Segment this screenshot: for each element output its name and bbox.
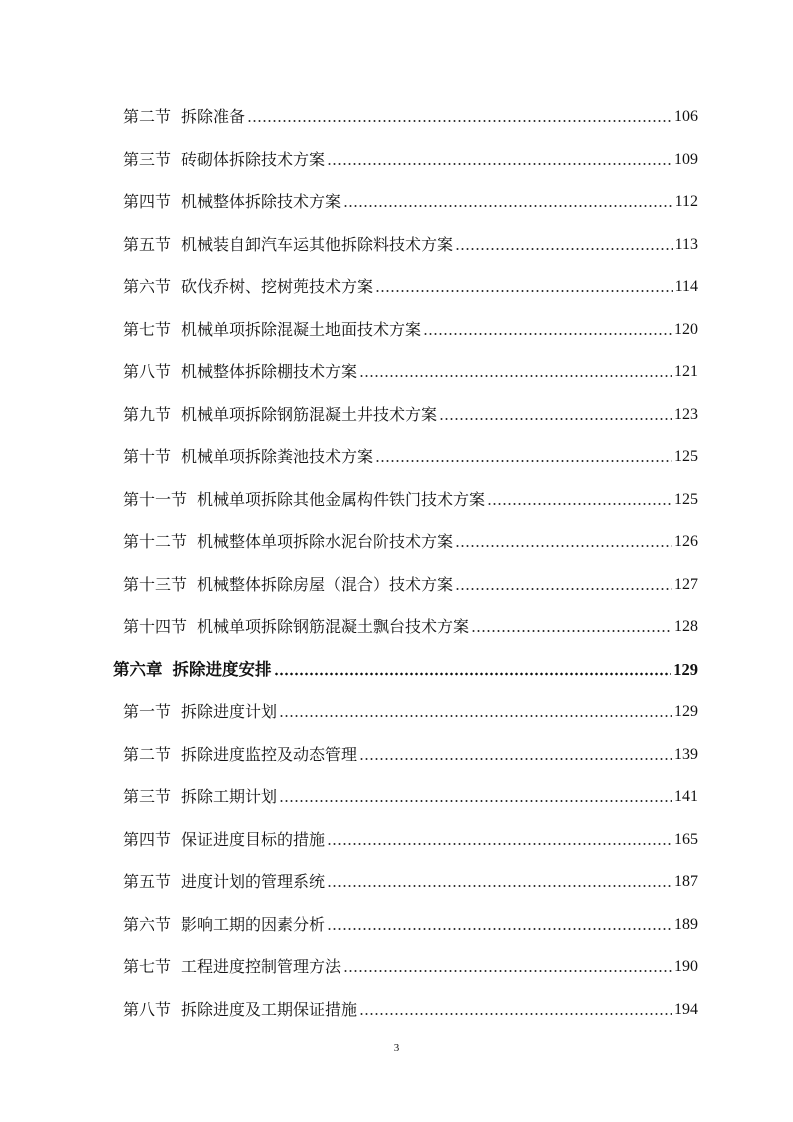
toc-entry[interactable] — [123, 696, 698, 722]
toc-entry-page: 128 — [674, 618, 698, 635]
toc-entry-title: 机械整体拆除技术方案 — [181, 192, 342, 211]
toc-entry-title: 拆除进度监控及动态管理 — [181, 745, 358, 764]
toc-entry-label: 第一节 — [123, 702, 172, 721]
toc-entry-label: 第三节 — [123, 150, 172, 169]
toc-entry[interactable] — [123, 186, 698, 212]
toc-entry[interactable] — [123, 229, 698, 255]
toc-entry-page: 106 — [674, 108, 698, 125]
toc-dot-leader — [375, 289, 673, 293]
toc-entry[interactable] — [123, 824, 698, 850]
toc-entry-page: 139 — [674, 746, 698, 763]
toc-entry[interactable] — [123, 356, 698, 382]
toc-entry-label: 第二节 — [123, 745, 172, 764]
toc-entry-page: 120 — [674, 321, 698, 338]
toc-dot-leader — [279, 799, 672, 803]
toc-entry-page: 165 — [674, 831, 698, 848]
toc-entry-page: 121 — [674, 363, 698, 380]
toc-entry-page: 194 — [674, 1001, 698, 1018]
toc-dot-leader — [455, 544, 672, 548]
toc-entry-page: 141 — [674, 788, 698, 805]
toc-entry-title: 工程进度控制管理方法 — [181, 957, 342, 976]
toc-entry-label: 第六节 — [123, 915, 172, 934]
toc-dot-leader — [343, 204, 673, 208]
toc-entry-title: 机械整体拆除房屋（混合）技术方案 — [197, 575, 454, 594]
toc-entry-label: 第六章 — [113, 660, 163, 679]
toc-entry[interactable] — [123, 101, 698, 127]
toc-entry-page: 129 — [674, 703, 698, 720]
toc-entry-title: 机械单项拆除混凝土地面技术方案 — [181, 320, 422, 339]
toc-entry-label: 第六节 — [123, 277, 172, 296]
toc-entry-title: 机械单项拆除钢筋混凝土飘台技术方案 — [197, 617, 470, 636]
toc-entry-title: 拆除准备 — [181, 107, 246, 126]
toc-dot-leader — [327, 842, 672, 846]
toc-entry[interactable] — [123, 611, 698, 637]
page-number: 3 — [393, 1042, 400, 1054]
toc-entry-page: 127 — [674, 576, 698, 593]
toc-entry-label: 第十四节 — [123, 617, 188, 636]
toc-entry[interactable] — [123, 909, 698, 935]
toc-dot-leader — [247, 119, 672, 123]
toc-entry-title: 机械单项拆除粪池技术方案 — [181, 447, 374, 466]
toc-entry-page: 113 — [674, 236, 698, 253]
toc-entry-title: 机械单项拆除其他金属构件铁门技术方案 — [197, 490, 486, 509]
toc-entry[interactable] — [123, 441, 698, 467]
toc-entry-title: 机械装自卸汽车运其他拆除料技术方案 — [181, 235, 454, 254]
toc-entry-label: 第八节 — [123, 1000, 172, 1019]
toc-entry[interactable] — [123, 144, 698, 170]
toc-entry-page: 114 — [674, 278, 698, 295]
toc-chapter-entry[interactable] — [113, 654, 698, 680]
toc-dot-leader — [343, 969, 672, 973]
toc-dot-leader — [423, 332, 672, 336]
toc-entry-page: 125 — [674, 448, 698, 465]
toc-entry[interactable] — [123, 866, 698, 892]
toc-entry-title: 拆除进度及工期保证措施 — [181, 1000, 358, 1019]
toc-entry-page: 123 — [674, 406, 698, 423]
toc-entry-label: 第四节 — [123, 830, 172, 849]
toc-entry[interactable] — [123, 526, 698, 552]
toc-entry-title: 机械整体拆除棚技术方案 — [181, 362, 358, 381]
toc-entry-label: 第九节 — [123, 405, 172, 424]
toc-entry-label: 第十三节 — [123, 575, 188, 594]
toc-entry[interactable] — [123, 994, 698, 1020]
toc-entry-title: 砖砌体拆除技术方案 — [181, 150, 326, 169]
toc-entry-label: 第七节 — [123, 957, 172, 976]
toc-entry-title: 影响工期的因素分析 — [181, 915, 326, 934]
toc-entry-title: 拆除进度安排 — [172, 660, 272, 679]
toc-dot-leader — [274, 672, 672, 676]
toc-entry-page: 126 — [674, 533, 698, 550]
toc-entry-page: 112 — [674, 193, 698, 210]
toc-entry[interactable] — [123, 271, 698, 297]
toc-dot-leader — [455, 247, 673, 251]
toc-dot-leader — [439, 417, 672, 421]
toc-entry-page: 187 — [674, 873, 698, 890]
toc-dot-leader — [375, 459, 672, 463]
toc-dot-leader — [279, 714, 672, 718]
toc-entry-page: 129 — [673, 660, 698, 679]
toc-entry[interactable] — [123, 781, 698, 807]
toc-entry-title: 机械整体单项拆除水泥台阶技术方案 — [197, 532, 454, 551]
toc-entry-label: 第五节 — [123, 235, 172, 254]
toc-entry[interactable] — [123, 739, 698, 765]
toc-dot-leader — [471, 629, 672, 633]
toc-dot-leader — [359, 757, 672, 761]
toc-entry-label: 第四节 — [123, 192, 172, 211]
toc-entry-label: 第十一节 — [123, 490, 188, 509]
toc-entry-label: 第二节 — [123, 107, 172, 126]
toc-entry-label: 第十二节 — [123, 532, 188, 551]
toc-entry-title: 拆除工期计划 — [181, 787, 278, 806]
toc-entry-label: 第五节 — [123, 872, 172, 891]
toc-dot-leader — [359, 1012, 672, 1016]
toc-entry-title: 砍伐乔树、挖树蔸技术方案 — [181, 277, 374, 296]
toc-entry-label: 第七节 — [123, 320, 172, 339]
toc-dot-leader — [327, 162, 672, 166]
toc-entry-title: 拆除进度计划 — [181, 702, 278, 721]
toc-entry[interactable] — [123, 314, 698, 340]
toc-dot-leader — [359, 374, 672, 378]
toc-entry-label: 第八节 — [123, 362, 172, 381]
toc-entry-page: 190 — [674, 958, 698, 975]
toc-entry-title: 保证进度目标的措施 — [181, 830, 326, 849]
toc-dot-leader — [327, 927, 672, 931]
toc-entry-title: 进度计划的管理系统 — [181, 872, 326, 891]
toc-entry-page: 125 — [674, 491, 698, 508]
toc-entry-label: 第十节 — [123, 447, 172, 466]
toc-dot-leader — [327, 884, 672, 888]
toc-entry-page: 109 — [674, 151, 698, 168]
toc-dot-leader — [487, 502, 672, 506]
toc-entry[interactable] — [123, 951, 698, 977]
toc-entry-label: 第三节 — [123, 787, 172, 806]
toc-entry-page: 189 — [674, 916, 698, 933]
toc-entry[interactable] — [123, 569, 698, 595]
toc-dot-leader — [455, 587, 672, 591]
toc-entry[interactable] — [123, 484, 698, 510]
toc-entry-title: 机械单项拆除钢筋混凝土井技术方案 — [181, 405, 438, 424]
toc-entry[interactable] — [123, 399, 698, 425]
